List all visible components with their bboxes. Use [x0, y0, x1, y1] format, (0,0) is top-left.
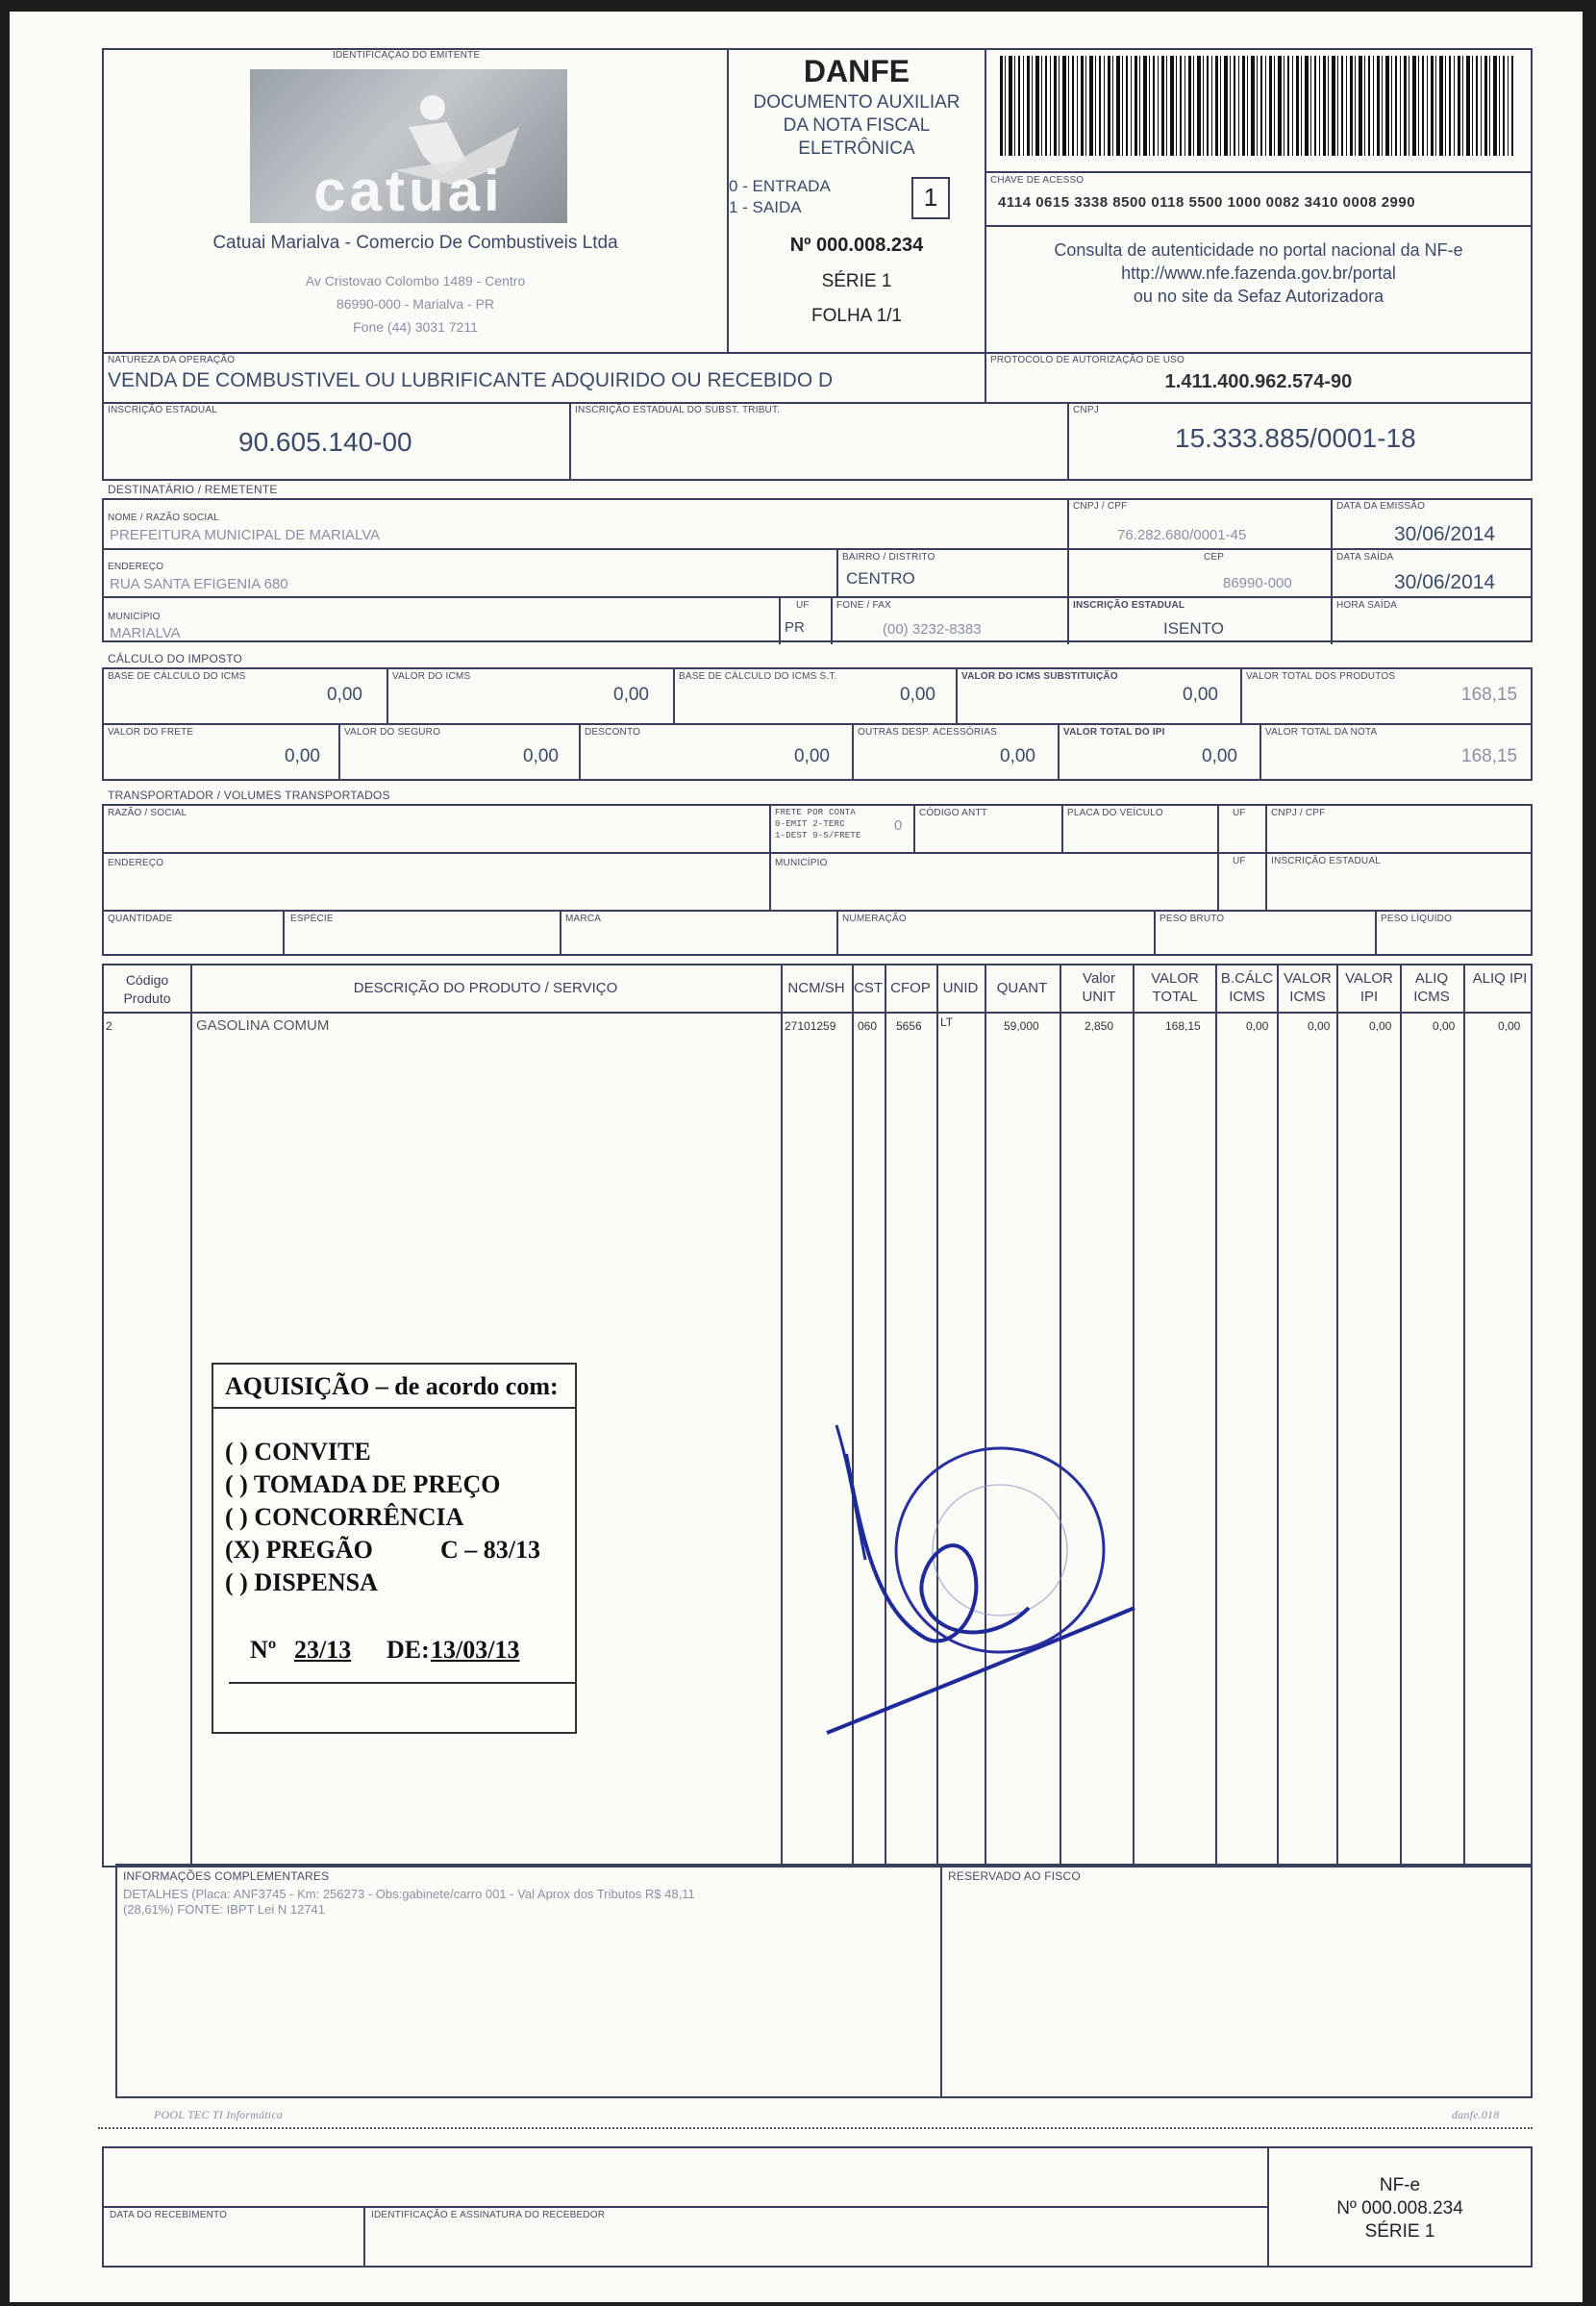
valor-icms-label: VALOR DO ICMS: [392, 671, 471, 682]
bairro-label: BAIRRO / DISTRITO: [842, 552, 935, 563]
desconto-label: DESCONTO: [585, 727, 641, 738]
emitente-address2: 86990-000 - Marialva - PR: [336, 296, 495, 312]
imp-c3: [956, 667, 958, 723]
valor-st-value: 0,00: [1183, 685, 1218, 705]
row-unid: LT: [940, 1015, 954, 1029]
th-aliq-icms: ALIQ ICMS: [1413, 970, 1450, 1005]
frete-conta-label1: FRETE POR CONTA: [775, 808, 857, 817]
dest-col-cnpj: [1067, 498, 1069, 644]
imp-c6: [579, 723, 581, 781]
fisco-box: [940, 1864, 1533, 2098]
th-valor-icms: VALOR ICMS: [1284, 970, 1332, 1005]
transp-uf-label: UF: [1233, 808, 1246, 818]
base-icms-label: BASE DE CÁLCULO DO ICMS: [108, 671, 246, 682]
row-descricao: GASOLINA COMUM: [196, 1017, 330, 1034]
consulta-line2: http://www.nfe.fazenda.gov.br/portal: [1121, 263, 1396, 283]
danfe-subtitle3: ELETRÔNICA: [798, 138, 915, 159]
p-c1: [190, 964, 192, 1867]
nfe-label: NF-e: [1379, 2175, 1421, 2195]
municipio-value: MARIALVA: [110, 625, 181, 641]
row-cst: 060: [858, 1019, 878, 1033]
imp-c2: [673, 667, 675, 723]
dest-row1: [102, 548, 1533, 550]
row-quant: 59,000: [1004, 1019, 1039, 1033]
transp-endereco-label: ENDEREÇO: [108, 858, 164, 868]
row-vipi: 0,00: [1369, 1019, 1392, 1033]
stamp-numero-prefix: Nº: [250, 1636, 277, 1664]
th-aliq-ipi: ALIQ IPI: [1472, 970, 1528, 987]
uf-value: PR: [785, 619, 805, 636]
th-valor-total: VALOR TOTAL: [1151, 970, 1199, 1005]
transp-c3: [1061, 804, 1063, 852]
data-saida-label: DATA SAÍDA: [1336, 552, 1394, 563]
desconto-value: 0,00: [794, 746, 830, 766]
dest-ie-label: INSCRIÇÃO ESTADUAL: [1073, 600, 1185, 611]
th-valor-ipi: VALOR IPI: [1345, 970, 1393, 1005]
row-codigo: 2: [106, 1019, 112, 1033]
dest-col-uf: [779, 596, 781, 644]
transp-c4: [1217, 804, 1219, 912]
info-line1: DETALHES (Placa: ANF3745 - Km: 256273 - Obs:gabinete/carro 001 - Val Aprox dos Tributos R$ 48,11: [123, 1887, 695, 1901]
row-vicms: 0,00: [1308, 1019, 1331, 1033]
danfe-folha: FOLHA 1/1: [811, 306, 902, 326]
stamp-numero: 23/13: [294, 1636, 352, 1664]
stamp-concorrencia: ( ) CONCORRÊNCIA: [225, 1503, 464, 1531]
nome-label: NOME / RAZÃO SOCIAL: [108, 513, 220, 523]
th-cfop: CFOP: [890, 980, 931, 996]
barcode: [1000, 56, 1513, 156]
transp-c5: [1265, 804, 1267, 912]
base-st-value: 0,00: [900, 685, 935, 705]
uf-label: UF: [796, 600, 810, 611]
entrada-label: 0 - ENTRADA: [729, 177, 831, 195]
dest-row2: [102, 596, 1533, 598]
th-bcalc-icms: B.CÁLC ICMS: [1220, 970, 1274, 1005]
antt-label: CÓDIGO ANTT: [919, 808, 988, 818]
imp-c1: [387, 667, 388, 723]
especie-label: ESPÉCIE: [290, 914, 334, 924]
p-c10: [1277, 964, 1279, 1867]
transp-c2: [913, 804, 915, 852]
hora-saida-label: HORA SAÍDA: [1336, 600, 1398, 611]
danfe-page: [10, 12, 1583, 2302]
p-c12: [1400, 964, 1402, 1867]
razao-label: RAZÃO / SOCIAL: [108, 808, 187, 818]
destinatario-box: [102, 498, 1533, 642]
outras-label: OUTRAS DESP. ACESSÓRIAS: [858, 727, 998, 738]
th-valor-unit: Valor UNIT: [1082, 970, 1116, 1005]
vol-c3: [836, 910, 838, 956]
frete-value: 0,00: [285, 746, 320, 766]
municipio-label: MUNICÍPIO: [108, 612, 161, 622]
fone-value: (00) 3232-8383: [883, 621, 982, 638]
protocolo-label: PROTOCOLO DE AUTORIZAÇÃO DE USO: [990, 355, 1185, 365]
danfe-subtitle2: DA NOTA FISCAL: [783, 115, 931, 136]
frete-conta-value: 0: [894, 817, 903, 834]
dest-cnpj-value: 76.282.680/0001-45: [1117, 527, 1247, 543]
imp-c5: [338, 723, 340, 781]
ipi-value: 0,00: [1202, 746, 1237, 766]
quantidade-label: QUANTIDADE: [108, 914, 173, 924]
transp-cnpj-label: CNPJ / CPF: [1271, 808, 1326, 818]
chave-divider2: [985, 225, 1533, 227]
emissao-value: 30/06/2014: [1394, 523, 1496, 545]
chave-value: 4114 0615 3338 8500 0118 5500 1000 0082 3410 0008 2990: [998, 194, 1416, 211]
transp-municipio-label: MUNICÍPIO: [775, 858, 828, 868]
p-c13: [1463, 964, 1465, 1867]
destinatario-section: DESTINATÁRIO / REMETENTE: [108, 483, 278, 496]
bairro-value: CENTRO: [846, 569, 915, 588]
chave-divider: [985, 171, 1533, 173]
tipo-value: 1: [923, 183, 938, 212]
dest-cnpj-label: CNPJ / CPF: [1073, 501, 1128, 512]
marca-label: MARCA: [565, 914, 602, 924]
endereco-label: ENDEREÇO: [108, 562, 164, 572]
stamp-convite: ( ) CONVITE: [225, 1438, 371, 1466]
stamp-signature-line: [229, 1682, 575, 1684]
danfe-serie: SÉRIE 1: [821, 271, 892, 291]
frete-conta-label3: 1-DEST 9-S/FRETE: [775, 831, 861, 840]
nfe-serie: SÉRIE 1: [1364, 2221, 1435, 2242]
emitente-label: IDENTIFICAÇÃO DO EMITENTE: [333, 50, 481, 61]
stamp-pregao-code: C – 83/13: [440, 1536, 540, 1564]
transp-c1: [769, 804, 771, 912]
row-bcalc: 0,00: [1246, 1019, 1269, 1033]
imp-c7: [852, 723, 854, 781]
info-label: INFORMAÇÕES COMPLEMENTARES: [123, 1869, 330, 1883]
danfe-title: DANFE: [803, 54, 910, 88]
data-saida-value: 30/06/2014: [1394, 571, 1496, 593]
ipi-label: VALOR TOTAL DO IPI: [1063, 727, 1165, 738]
danfe-subtitle1: DOCUMENTO AUXILIAR: [753, 92, 960, 113]
ie-st-label: INSCRIÇÃO ESTADUAL DO SUBST. TRIBUT.: [575, 405, 781, 415]
dest-col-date: [1331, 498, 1333, 644]
emitente-phone: Fone (44) 3031 7211: [353, 319, 478, 335]
total-produtos-label: VALOR TOTAL DOS PRODUTOS: [1246, 671, 1396, 682]
fisco-label: RESERVADO AO FISCO: [948, 1869, 1081, 1883]
numeracao-label: NUMERAÇÃO: [842, 914, 907, 924]
total-nota-value: 168,15: [1461, 746, 1518, 766]
row-cfop: 5656: [896, 1019, 922, 1033]
stamp-title: AQUISIÇÃO – de acordo com:: [225, 1372, 559, 1400]
valor-st-label: VALOR DO ICMS SUBSTITUIÇÃO: [961, 671, 1118, 682]
th-ncm: NCM/SH: [787, 980, 845, 996]
data-recebimento-label: DATA DO RECEBIMENTO: [110, 2210, 228, 2220]
cut-line: [98, 2127, 1533, 2129]
imp-c4: [1240, 667, 1242, 723]
stamp-pregao: (X) PREGÃO: [225, 1536, 373, 1564]
base-icms-value: 0,00: [327, 685, 362, 705]
emitente-address1: Av Cristovao Colombo 1489 - Centro: [305, 273, 526, 288]
ie-value: 90.605.140-00: [238, 427, 412, 457]
th-unid: UNID: [942, 980, 979, 996]
fone-label: FONE / FAX: [836, 600, 892, 611]
natureza-label: NATUREZA DA OPERAÇÃO: [108, 355, 236, 365]
peso-liquido-label: PESO LÍQUIDO: [1381, 914, 1453, 924]
cep-label: CEP: [1204, 552, 1225, 563]
frete-label: VALOR DO FRETE: [108, 727, 194, 738]
th-descricao: DESCRIÇÃO DO PRODUTO / SERVIÇO: [353, 980, 618, 996]
p-c11: [1336, 964, 1338, 1867]
stamp-tomada: ( ) TOMADA DE PREÇO: [225, 1470, 501, 1498]
row-ncm: 27101259: [785, 1019, 836, 1033]
aquisicao-stamp: [212, 1363, 577, 1734]
th-quant: QUANT: [996, 980, 1048, 996]
outras-value: 0,00: [1000, 746, 1035, 766]
row-valor-total: 168,15: [1165, 1019, 1201, 1033]
info-line2: (28,61%) FONTE: IBPT Lei N 12741: [123, 1902, 326, 1917]
peso-bruto-label: PESO BRUTO: [1160, 914, 1225, 924]
imp-c8: [1058, 723, 1060, 781]
protocolo-value: 1.411.400.962.574-90: [1164, 371, 1353, 392]
page-ref: danfe.018: [1452, 2108, 1500, 2121]
natureza-value: VENDA DE COMBUSTIVEL OU LUBRIFICANTE ADQUIRIDO OU RECEBIDO D: [108, 369, 834, 391]
transp-uf2-label: UF: [1233, 856, 1246, 866]
row-valor-unit: 2,850: [1085, 1019, 1114, 1033]
total-produtos-value: 168,15: [1461, 685, 1518, 705]
row-aipi: 0,00: [1498, 1019, 1521, 1033]
nome-value: PREFEITURA MUNICIPAL DE MARIALVA: [110, 527, 381, 543]
th-codigo: Código Produto: [123, 972, 171, 1006]
imposto-section: CÁLCULO DO IMPOSTO: [108, 652, 243, 665]
endereco-value: RUA SANTA EFIGENIA 680: [110, 576, 288, 592]
imp-c9: [1259, 723, 1261, 781]
cnpj-label: CNPJ: [1073, 405, 1099, 415]
dest-col-bairro: [836, 548, 838, 596]
vol-c1: [283, 910, 285, 956]
consulta-line1: Consulta de autenticidade no portal nacional da NF-e: [1054, 240, 1463, 260]
danfe-numero: Nº 000.008.234: [789, 235, 924, 256]
imposto-row: [102, 723, 1533, 725]
placa-label: PLACA DO VEÍCULO: [1067, 808, 1163, 818]
seguro-label: VALOR DO SEGURO: [344, 727, 441, 738]
chave-label: CHAVE DE ACESSO: [990, 175, 1085, 186]
p-c9: [1215, 964, 1217, 1867]
signature-seal: [808, 1416, 1192, 1762]
stamp-de-prefix: DE:: [387, 1636, 430, 1664]
software-credit: POOL TEC TI Informática: [154, 2108, 284, 2121]
nfe-numero: Nº 000.008.234: [1336, 2198, 1463, 2218]
consulta-line3: ou no site da Sefaz Autorizadora: [1133, 287, 1384, 306]
assinatura-label: IDENTIFICAÇÃO E ASSINATURA DO RECEBEDOR: [371, 2210, 606, 2220]
stamp-dispensa: ( ) DISPENSA: [225, 1568, 378, 1596]
emissao-label: DATA DA EMISSÃO: [1336, 501, 1426, 512]
produtos-header-line: [102, 1012, 1533, 1014]
receipt-col: [363, 2206, 365, 2268]
stamp-data: 13/03/13: [431, 1636, 520, 1664]
transp-ie-label: INSCRIÇÃO ESTADUAL: [1271, 856, 1381, 866]
th-cst: CST: [854, 980, 883, 996]
saida-label: 1 - SAIDA: [729, 198, 802, 216]
ie-label: INSCRIÇÃO ESTADUAL: [108, 405, 217, 415]
logo-text: catuai: [313, 159, 504, 223]
frete-conta-label2: 0-EMIT 2-TERC: [775, 819, 845, 829]
catuai-logo: [250, 69, 567, 223]
transp-row: [102, 852, 1533, 854]
vol-c5: [1375, 910, 1377, 956]
emitente-name: Catuai Marialva - Comercio De Combustiveis Ltda: [212, 233, 618, 253]
receipt-row: [102, 2206, 1269, 2208]
stamp-title-underline: [213, 1407, 575, 1409]
total-nota-label: VALOR TOTAL DA NOTA: [1265, 727, 1378, 738]
cnpj-value: 15.333.885/0001-18: [1175, 423, 1416, 453]
vol-c4: [1154, 910, 1156, 956]
vol-c2: [560, 910, 561, 956]
row-aicms: 0,00: [1433, 1019, 1456, 1033]
cep-value: 86990-000: [1223, 575, 1292, 591]
p-c2: [781, 964, 783, 1867]
dest-col-fone: [831, 596, 833, 644]
dest-ie-value: ISENTO: [1163, 619, 1224, 638]
transportador-section: TRANSPORTADOR / VOLUMES TRANSPORTADOS: [108, 789, 390, 802]
base-st-label: BASE DE CÁLCULO DO ICMS S.T.: [679, 671, 837, 682]
valor-icms-value: 0,00: [613, 685, 649, 705]
seguro-value: 0,00: [523, 746, 559, 766]
